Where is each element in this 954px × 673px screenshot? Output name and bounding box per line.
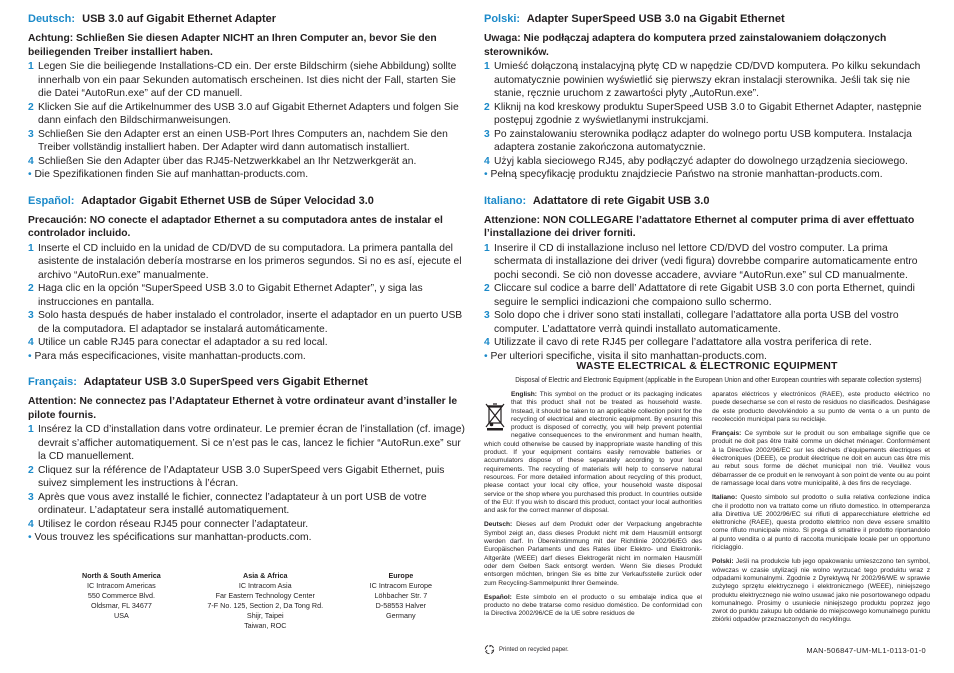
address-line: USA bbox=[114, 611, 129, 620]
step-text: Inserire il CD di installazione incluso nel lettore CD/DVD del vostro computer. La prima schermata di installazione dei driver (vedi figura) dovrebbe comparire automaticamente entro pochi secondi. Se ciò non dovesse accadere, avviare “AutoRun.exe” sul CD manualmente. bbox=[494, 242, 918, 281]
weee-language: Deutsch: bbox=[484, 521, 513, 529]
weee-text: Questo simbolo sul prodotto o sulla relativa confezione indica che il prodotto non va trattato come un rifiuto domestico. In ottemperanza alla Direttiva UE 2002/96/EC sui rifiuti di apparecchiature elettriche ed elettroniche (RAEE), questa prodotto elettrico non deve essere smaltito come rifiuto municipale misto. Si prega di smaltire il prodotto riportandolo al punto vendita o al punto di raccolta municipale locale per un opportuno riciclaggio. bbox=[712, 494, 930, 552]
bullet-note bbox=[484, 168, 930, 182]
step-text: Utilisez le cordon réseau RJ45 pour connecter l’adaptateur. bbox=[38, 518, 309, 530]
step-item bbox=[28, 242, 470, 283]
address-europe bbox=[370, 571, 432, 631]
weee-language: Italiano: bbox=[712, 494, 738, 502]
step-item bbox=[484, 282, 930, 309]
weee-text: Ce symbole sur le produit ou son emballage signifie que ce produit ne doit pas être traité comme un déchet ménager. Conformément à la Directive 2002/96/EC sur les déchets d’équipements électriques et électroniques (DEEE), ce produit électrique ne doit en aucun cas être mis au rebut sous forme de déchet municipal non trié. Veuillez vous débarrasser de ce produit en le renvoyant à son point de vente ou au point de ramassage local dans votre municipalité, à des fins de recyclage. bbox=[712, 430, 930, 487]
step-number: 2 bbox=[28, 283, 34, 294]
step-number: 3 bbox=[28, 128, 34, 140]
section-heading bbox=[28, 194, 470, 208]
section-title: Adaptador Gigabit Ethernet USB de Súper Velocidad 3.0 bbox=[81, 194, 374, 207]
weee-language: Français: bbox=[712, 430, 742, 438]
address-line: Germany bbox=[386, 611, 416, 620]
section-francais bbox=[28, 375, 470, 545]
steps-list bbox=[28, 423, 470, 531]
weee-paragraph-italiano bbox=[712, 494, 930, 552]
section-title: Adapter SuperSpeed USB 3.0 na Gigabit Ethernet bbox=[526, 13, 785, 25]
warning-text: Uwaga: Nie podłączaj adaptera do komputera przed zainstalowaniem dołączonych sterowników. bbox=[484, 33, 887, 58]
bullet-note bbox=[28, 168, 470, 182]
address-block bbox=[82, 571, 432, 631]
step-number: 4 bbox=[28, 155, 34, 167]
section-heading bbox=[484, 194, 930, 208]
weee-text: This symbol on the product or its packaging indicates that this product shall not be treated as household waste. Instead, it should be taken to an applicable collection point for the recycling of electrical and electronic equipment. By ensuring this product is disposed of correctly, you will help prevent potential negative consequences to the environment and human health, which could otherwise be caused by inappropriate waste handling of this product. If your equipment contains easily removable batteries or accumulators dispose of these separately according to your local requirements. The recycling of materials will help to conserve natural resources. For more detailed information about recycling of this product, please contact your local city office, your household waste disposal service or the shop where you purchased this product. In countries outside of the EU: If you wish to discard this product, contact your local authorities and ask for the correct manner of disposal. bbox=[484, 391, 702, 515]
step-text: Cliccare sul codice a barre dell’ Adattatore di rete Gigabit USB 3.0 con porta Ethernet, quindi seguire le semplici indicazioni che compaiono sullo schermo. bbox=[494, 283, 915, 308]
address-americas bbox=[82, 571, 161, 631]
language-label: Français: bbox=[28, 376, 77, 388]
recycled-text: Printed on recycled paper. bbox=[499, 646, 569, 653]
address-line: IC Intracom Americas bbox=[87, 581, 156, 590]
weee-paragraph-francais bbox=[712, 430, 930, 488]
steps-list bbox=[484, 60, 930, 168]
step-number: 1 bbox=[28, 61, 34, 72]
step-text: Cliquez sur la référence de l’Adaptateur USB 3.0 SuperSpeed vers Gigabit Ethernet, puis suivez simplement les instructions à l’écran. bbox=[38, 464, 445, 489]
document-code: MAN-506847-UM-ML1-0113-01-0 bbox=[806, 646, 926, 655]
step-item bbox=[28, 282, 470, 309]
left-column bbox=[28, 12, 470, 557]
step-item bbox=[28, 423, 470, 464]
step-number: 1 bbox=[484, 61, 490, 72]
step-text: Utilizzate il cavo di rete RJ45 per collegare l’adattatore alla vostra periferica di rete. bbox=[494, 337, 872, 348]
language-label: Italiano: bbox=[484, 194, 527, 207]
crossed-wheelie-bin-icon bbox=[484, 401, 506, 431]
section-title: Adattatore di rete Gigabit USB 3.0 bbox=[532, 194, 710, 207]
address-line: 7-F No. 125, Section 2, Da Tong Rd. bbox=[207, 601, 324, 610]
address-asia-africa bbox=[207, 571, 323, 631]
step-number: 1 bbox=[28, 424, 34, 435]
step-text: Haga clic en la opción “SuperSpeed USB 3.0 to Gigabit Ethernet Adapter”, y siga las instrucciones en pantalla. bbox=[38, 283, 423, 308]
step-number: 1 bbox=[484, 242, 490, 254]
weee-paragraph-espanol bbox=[484, 594, 702, 619]
step-item bbox=[28, 491, 470, 518]
section-title: USB 3.0 auf Gigabit Ethernet Adapter bbox=[82, 13, 277, 25]
step-text: Użyj kabla sieciowego RJ45, aby podłączyć adapter do dowolnego urządzenia sieciowego. bbox=[494, 155, 908, 167]
recycled-note bbox=[484, 644, 569, 655]
bullet-icon: • bbox=[484, 350, 488, 362]
address-region: Europe bbox=[388, 571, 414, 580]
step-item bbox=[484, 155, 930, 169]
weee-paragraph-deutsch bbox=[484, 521, 702, 587]
step-text: Kliknij na kod kreskowy produktu SuperSpeed USB 3.0 to Gigabit Ethernet Adapter, następnie postępuj zgodnie z wyświetlanymi instrukcjami. bbox=[494, 101, 922, 126]
bullet-icon: • bbox=[28, 350, 32, 362]
step-text: Schließen Sie den Adapter über das RJ45-Netzwerkkabel an Ihr Netzwerkgerät an. bbox=[38, 155, 417, 167]
step-number: 3 bbox=[28, 310, 34, 321]
step-item bbox=[28, 128, 470, 155]
step-item bbox=[28, 464, 470, 491]
section-espanol bbox=[28, 194, 470, 364]
bullet-text: Para más especificaciones, visite manhattan-products.com. bbox=[34, 350, 306, 362]
step-text: Umieść dołączoną instalacyjną płytę CD w napędzie CD/DVD komputera. Po kilku sekundach automatycznie powinien wyświetlić się pierwszy ekran instalacji sterownika. Jeśli tak się nie stanie, ręcznie uruchom z zawartości płyty „AutoRun.exe”. bbox=[494, 61, 921, 99]
step-number: 2 bbox=[28, 101, 34, 113]
step-text: Utilice un cable RJ45 para conectar el adaptador a su red local. bbox=[38, 337, 328, 348]
address-line: Far Eastern Technology Center bbox=[215, 591, 315, 600]
weee-title: WASTE ELECTRICAL & ELECTRONIC EQUIPMENT bbox=[576, 360, 838, 372]
language-label: Deutsch: bbox=[28, 13, 76, 25]
weee-text: Dieses auf dem Produkt oder der Verpackung angebrachte Symbol zeigt an, dass dieses Produkt nicht mit dem Hausmüll entsorgt werden darf. In Übereinstimmung mit der Richtlinie 2002/96/EG des Europäischen Parlaments und des Rates über Elektro- und Elektronik-Altgeräte (WEEE) darf dieses Elektrogerät nicht im normalen Hausmüll oder dem Gelben Sack entsorgt werden. Wenn Sie dieses Produkt entsorgen möchten, bringen Sie es bitte zur Verkaufsstelle zurück oder zum Recycling-Sammelpunkt Ihrer Gemeinde. bbox=[484, 521, 702, 587]
bullet-note bbox=[28, 531, 470, 545]
section-title: Adaptateur USB 3.0 SuperSpeed vers Gigabit Ethernet bbox=[83, 376, 368, 388]
step-text: Inserte el CD incluido en la unidad de CD/DVD de su computadora. La primera pantalla del asistente de instalación debería mostrarse en los primeros segundos. Si no es así, ejecute el archivo “AutoRun.exe” manualmente. bbox=[38, 242, 462, 281]
address-line: D-58553 Halver bbox=[375, 601, 426, 610]
weee-text: Jeśli na produkcie lub jego opakowaniu umieszczono ten symbol, wówczas w czasie utylizacji nie wolno wyrzucać tego produktu wraz z odpadami komunalnymi. Zgodnie z Dyrektywą Nr 2002/96/WE w sprawie zużytego sprzętu elektrycznego i elektronicznego (WEEE), niniejszego produktu elektrycznego nie wolno usuwać jako nie posortowanego odpadu komunalnego. Prosimy o usuniecie niniejszego produktu poprzez jego zwrot do punktu zakupu lub oddanie do miejscowego komunalnego punktu zbiórki odpadów przeznaczonych do recyklingu. bbox=[712, 558, 930, 624]
step-item bbox=[484, 309, 930, 336]
weee-language: Polski: bbox=[712, 558, 734, 566]
step-item bbox=[484, 336, 930, 350]
language-label: Español: bbox=[28, 194, 75, 207]
warning-text: Achtung: Schließen Sie diesen Adapter NICHT an Ihren Computer an, bevor Sie den beiliegenden Treiber installiert haben. bbox=[28, 33, 437, 58]
section-heading bbox=[484, 12, 930, 26]
address-line: Oldsmar, FL 34677 bbox=[90, 601, 152, 610]
weee-section bbox=[484, 360, 930, 631]
section-italiano bbox=[484, 194, 930, 364]
step-item bbox=[484, 242, 930, 283]
step-text: Schließen Sie den Adapter erst an einen USB-Port Ihres Computers an, nachdem Sie den Treiber vollständig installiert haben. Der Adapter wird dann automatisch installiert. bbox=[38, 128, 448, 153]
section-heading bbox=[28, 375, 470, 389]
step-number: 3 bbox=[484, 128, 490, 140]
step-text: Po zainstalowaniu sterownika podłącz adapter do wolnego portu USB komputera. Instalacja adaptera zostanie zakończona automatycznie. bbox=[494, 128, 912, 153]
address-region: Asia & Africa bbox=[243, 571, 288, 580]
weee-columns bbox=[484, 391, 930, 631]
steps-list bbox=[484, 242, 930, 350]
step-number: 4 bbox=[28, 518, 34, 530]
step-number: 4 bbox=[484, 155, 490, 167]
step-number: 1 bbox=[28, 242, 34, 254]
bullet-icon: • bbox=[28, 169, 32, 180]
step-text: Solo hasta después de haber instalado el controlador, inserte el adaptador en un puerto USB de la computadora. El adaptador se instalará automáticamente. bbox=[38, 310, 463, 335]
weee-column-left bbox=[484, 391, 702, 631]
address-line: Shijr, Taipei bbox=[246, 611, 284, 620]
steps-list bbox=[28, 242, 470, 350]
weee-paragraph-english bbox=[484, 391, 702, 515]
warning-text: Precaución: NO conecte el adaptador Ethernet a su computadora antes de instalar el controlador incluido. bbox=[28, 214, 443, 239]
step-text: Klicken Sie auf die Artikelnummer des USB 3.0 auf Gigabit Ethernet Adapters und folgen Sie dann einfach den Bildschirmanweisungen. bbox=[38, 101, 459, 126]
step-number: 3 bbox=[28, 491, 34, 503]
step-item bbox=[28, 518, 470, 532]
weee-language: English: bbox=[511, 391, 538, 398]
warning-text: Attention: Ne connectez pas l’Adaptateur Ethernet à votre ordinateur avant d’installer le pilote fournis. bbox=[28, 396, 458, 421]
recycle-icon bbox=[484, 644, 495, 655]
address-line: IC Intracom Asia bbox=[238, 581, 292, 590]
step-number: 2 bbox=[484, 101, 490, 113]
section-polski bbox=[484, 12, 930, 182]
weee-text: aparatos eléctricos y electrónicos (RAEE), este producto eléctrico no puede desecharse se con el resto de residuos no clasificados. Deshágase de este producto devolviéndolo a su punto de venta o a un punto de recolección municipal para su reciclaje. bbox=[712, 391, 930, 423]
address-line: 550 Commerce Blvd. bbox=[87, 591, 155, 600]
step-item bbox=[28, 155, 470, 169]
weee-column-right bbox=[712, 391, 930, 631]
step-number: 4 bbox=[28, 337, 34, 348]
step-item bbox=[28, 336, 470, 350]
bullet-text: Die Spezifikationen finden Sie auf manhattan-products.com. bbox=[34, 169, 309, 180]
bullet-icon: • bbox=[28, 532, 32, 543]
section-heading bbox=[28, 12, 470, 26]
bullet-note bbox=[28, 350, 470, 364]
address-line: IC Intracom Europe bbox=[369, 581, 432, 590]
right-column bbox=[484, 12, 930, 375]
address-line: Löhbacher Str. 7 bbox=[374, 591, 428, 600]
address-region: North & South America bbox=[82, 571, 161, 580]
step-number: 4 bbox=[484, 337, 490, 348]
address-line: Taiwan, ROC bbox=[244, 621, 287, 630]
step-number: 3 bbox=[484, 310, 490, 321]
step-number: 2 bbox=[484, 283, 490, 294]
weee-paragraph-espanol-cont bbox=[712, 391, 930, 424]
step-item bbox=[28, 101, 470, 128]
bullet-text: Per ulteriori specifiche, visita il sito manhattan-products.com. bbox=[490, 350, 767, 362]
step-item bbox=[484, 128, 930, 155]
step-text: Après que vous avez installé le fichier, connectez l’adaptateur à un port USB de votre ordinateur. L’adaptateur sera installé automatiquement. bbox=[38, 491, 427, 516]
step-text: Insérez la CD d’installation dans votre ordinateur. Le premier écran de l’installation (cf. image) devrait s’afficher automatiquement. Si ce n’est pas le cas, lancez le fichier “AutoRun.exe” sur la CD manuellement. bbox=[38, 424, 465, 462]
step-text: Solo dopo che i driver sono stati installati, collegare l’adattatore alla porta USB del vostro computer. L’adattatore verrà quindi installato automaticamente. bbox=[494, 310, 899, 335]
step-text: Legen Sie die beiliegende Installations-CD ein. Der erste Bildschirm (siehe Abbildung) sollte innerhalb von ein paar Sekunden automatisch erscheinen. Ist dies nicht der Fall, starten Sie die Datei “AutoRun.exe” auf der CD manuell. bbox=[38, 61, 457, 99]
section-deutsch bbox=[28, 12, 470, 182]
weee-language: Español: bbox=[484, 593, 512, 601]
weee-paragraph-polski bbox=[712, 558, 930, 624]
step-item bbox=[484, 60, 930, 101]
step-item bbox=[28, 60, 470, 101]
step-item bbox=[484, 101, 930, 128]
language-label: Polski: bbox=[484, 13, 521, 25]
steps-list bbox=[28, 60, 470, 168]
step-item bbox=[28, 309, 470, 336]
step-number: 2 bbox=[28, 464, 34, 476]
bullet-icon: • bbox=[484, 169, 488, 180]
weee-subtitle: Disposal of Electric and Electronic Equipment (applicable in the European Union and other European countries with separate collection systems) bbox=[515, 375, 922, 384]
warning-text: Attenzione: NON COLLEGARE l’adattatore Ethernet al computer prima di aver effettuato l’installazione dei driver forniti. bbox=[484, 214, 915, 239]
weee-text: Este símbolo en el producto o su embalaje indica que el producto no debe tratarse como residuo doméstico. De conformidad con la Directiva 2002/96/CE de la UE sobre residuos de bbox=[484, 593, 702, 618]
bullet-text: Pełną specyfikację produktu znajdziecie Państwo na stronie manhattan-products.com. bbox=[490, 169, 883, 180]
bullet-text: Vous trouvez les spécifications sur manhattan-products.com. bbox=[34, 532, 312, 543]
